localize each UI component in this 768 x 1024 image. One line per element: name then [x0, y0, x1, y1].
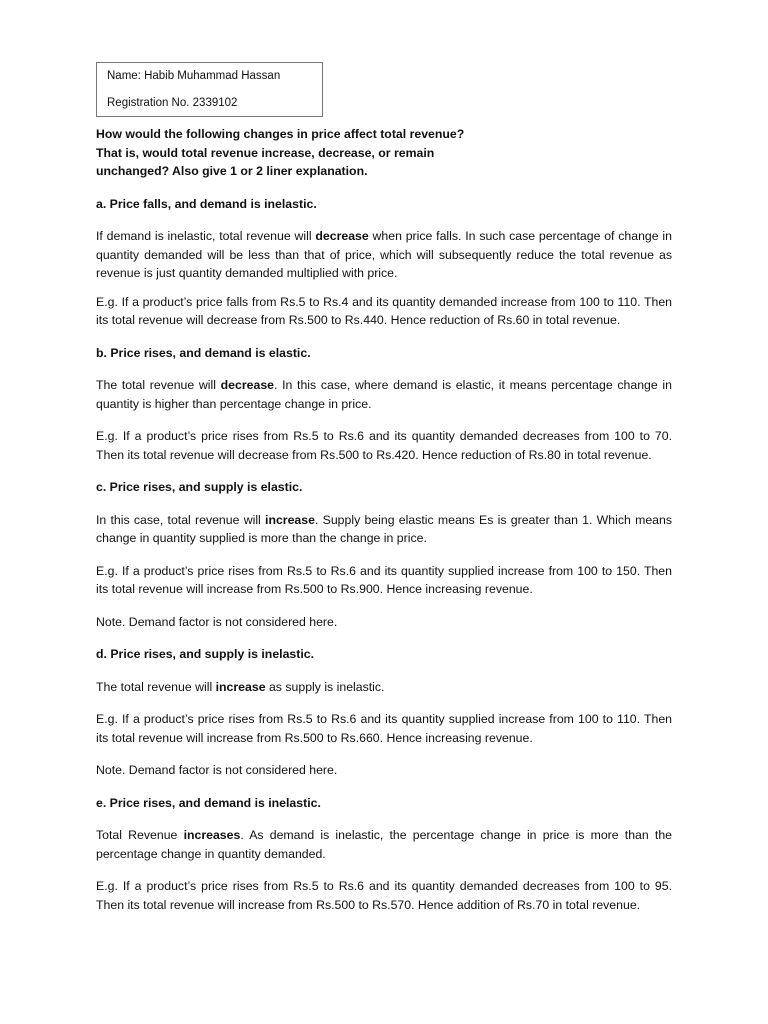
registration-number: Registration No. 2339102: [107, 97, 238, 109]
section-c-answer-keyword: increase: [265, 512, 315, 527]
section-a-answer-post: when price falls. In such case percentage of change in quantity demanded will be less than that of price, which will subsequently reduce the total revenue as revenue is just quantity demanded multiplied with price.: [96, 229, 672, 280]
question-heading: [96, 125, 476, 181]
section-e-title: e. Price rises, and demand is inelastic.: [96, 795, 321, 810]
section-d-answer: [96, 678, 672, 697]
section-b-title: b. Price rises, and demand is elastic.: [96, 345, 311, 360]
section-b-answer: [96, 376, 672, 413]
section-a-title: a. Price falls, and demand is inelastic.: [96, 196, 317, 211]
section-a-example: E.g. If a product’s price falls from Rs.5 to Rs.4 and its quantity demanded increase from 100 to 110. Then its total revenue will decrease from Rs.500 to Rs.440. Hence reduction of Rs.60 in total revenue.: [96, 294, 672, 327]
section-e-answer-pre: Total Revenue: [96, 828, 184, 842]
section-e-answer-keyword: increases: [183, 828, 241, 842]
section-b-answer-post: . In this case, where demand is elastic, it means percentage change in quantity is higher than percentage change in price.: [96, 378, 672, 411]
section-e-answer: [96, 826, 672, 863]
section-c-note: Note. Demand factor is not considered here.: [96, 614, 338, 629]
section-d-answer-post: as supply is inelastic.: [265, 679, 385, 694]
section-b-answer-keyword: decrease: [220, 378, 275, 392]
section-c-title: c. Price rises, and supply is elastic.: [96, 480, 303, 494]
section-a-answer-pre: If demand is inelastic, total revenue will: [96, 229, 316, 243]
section-e-answer-post: . As demand is inelastic, the percentage change in price is more than the percentage change in quantity demanded.: [96, 828, 672, 861]
section-b-example: E.g. If a product’s price rises from Rs.5 to Rs.6 and its quantity demanded decreases from 100 to 70. Then its total revenue will decrease from Rs.500 to Rs.420. Hence reduction of Rs.80 in total revenue.: [96, 429, 672, 462]
question-line-1: How would the following changes in price affect total revenue?: [96, 127, 465, 141]
section-a-answer-keyword: decrease: [315, 229, 369, 243]
question-line-2: That is, would total revenue increase, decrease, or remain: [96, 145, 435, 160]
document-body: [96, 125, 672, 914]
section-d-answer-keyword: increase: [215, 679, 266, 694]
section-d-answer-pre: The total revenue will: [96, 679, 216, 694]
question-line-3: unchanged? Also give 1 or 2 liner explanation.: [96, 164, 368, 178]
section-e-example: E.g. If a product’s price rises from Rs.5 to Rs.6 and its quantity demanded decreases from 100 to 95. Then its total revenue will increase from Rs.500 to Rs.570. Hence addition of Rs.70 in total revenue.: [96, 879, 672, 912]
section-c-example: E.g. If a product’s price rises from Rs.5 to Rs.6 and its quantity supplied increase from 100 to 150. Then its total revenue will increase from Rs.500 to Rs.900. Hence increasing revenue.: [96, 563, 672, 596]
section-c-answer-post: . Supply being elastic means Es is greater than 1. Which means change in quantity supplied is more than the change in price.: [96, 512, 672, 545]
student-name: Name: Habib Muhammad Hassan: [107, 70, 281, 82]
section-d-note: Note. Demand factor is not considered here.: [96, 763, 338, 777]
section-d-example: E.g. If a product’s price rises from Rs.5 to Rs.6 and its quantity supplied increase from 100 to 110. Then its total revenue will increase from Rs.500 to Rs.660. Hence increasing revenue.: [96, 712, 672, 745]
section-b-answer-pre: The total revenue will: [96, 378, 221, 392]
section-c-answer: [96, 511, 672, 548]
section-d-title: d. Price rises, and supply is inelastic.: [96, 647, 315, 661]
section-a-answer: [96, 227, 672, 283]
student-info-box: [96, 62, 323, 117]
section-c-answer-pre: In this case, total revenue will: [96, 512, 266, 527]
